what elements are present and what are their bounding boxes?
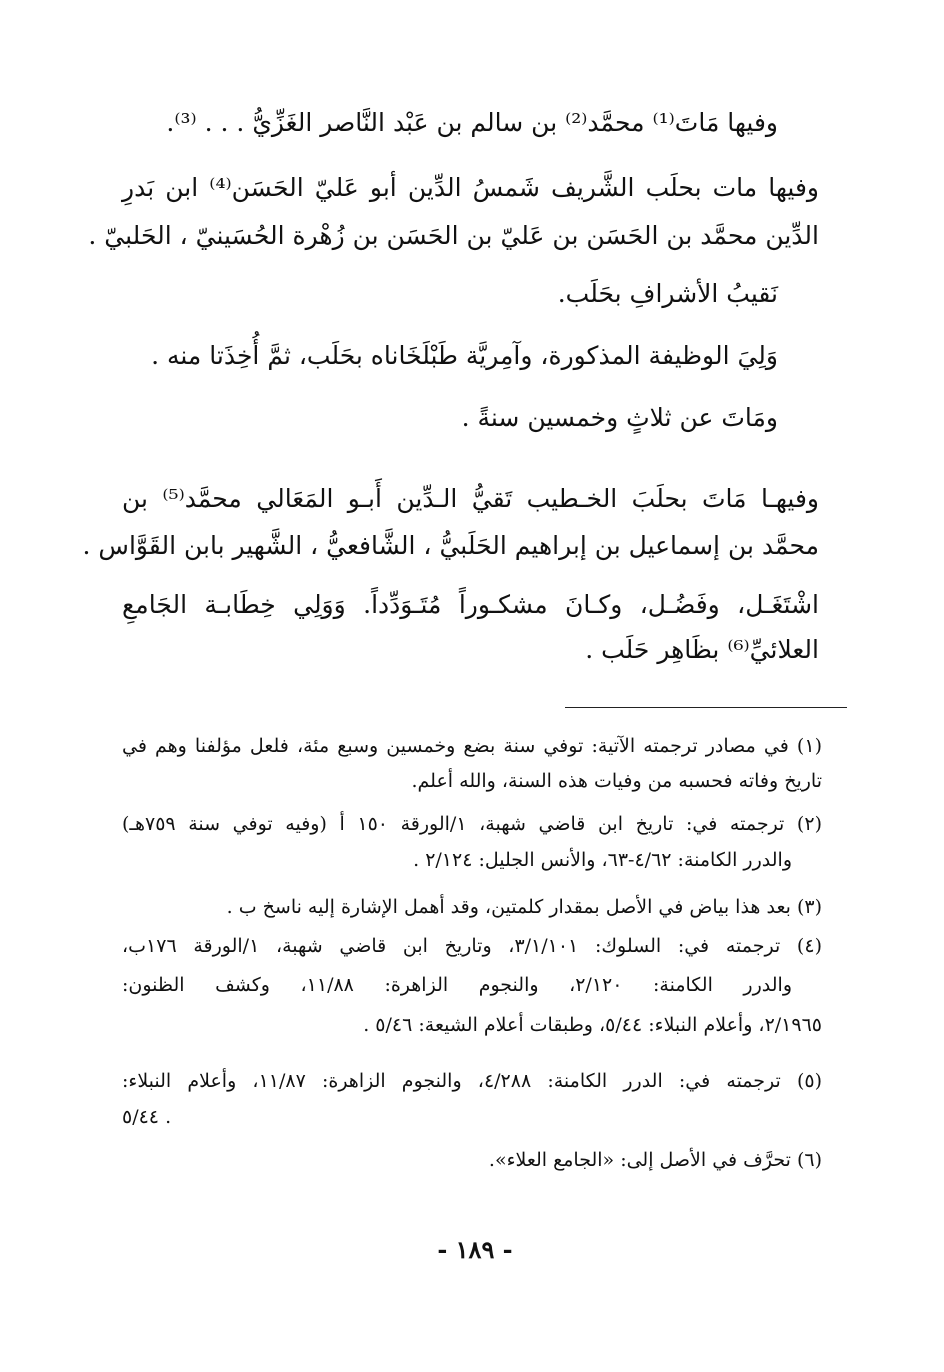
body-line: نَقيبُ الأشرافِ بحَلَب.: [557, 279, 778, 308]
footnote-line: والدرر الكامنة: ٢/١٢٠، والنجوم الزاهرة: ١١/٨٨، وكشف الظنون:: [122, 974, 792, 996]
footnote-line: ٢/١٩٦٥، وأعلام النبلاء: ٥/٤٤، وطبقات أعلام الشيعة: ٥/٤٦ .: [363, 1014, 822, 1036]
body-line: العلائيِّ⁽⁶⁾ بظَاهِر حَلَب .: [585, 635, 819, 664]
body-line: الدِّين محمَّد بن الحَسَن بن عَليّ بن الحَسَن بن زُهْرة الحُسَينيّ ، الحَلبيّ .: [88, 221, 819, 250]
body-line: وفيها مَاتَ⁽¹⁾ محمَّد⁽²⁾ بن سالم بن عَبْد النَّاصر الغَزِّيُّ . . . ⁽³⁾.: [166, 108, 778, 137]
body-line: اشْتَغَـل، وفَضُـل، وكـانَ مشكـوراً مُتَـوَدِّداً. وَوَلِي خِطَابـة الجَامعِ: [122, 590, 819, 619]
footnote-line: (٢) ترجمته في: تاريخ ابن قاضي شهبة، ١/الورقة ١٥٠ أ (وفيه توفي سنة ٧٥٩هـ): [122, 813, 822, 835]
body-line: وَلِيَ الوظيفة المذكورة، وآمِريَّة طَبْلَخَاناه بحَلَب، ثمَّ أُخِذَتا منه .: [151, 341, 778, 370]
body-line: محمَّد بن إسماعيل بن إبراهيم الحَلَبيُّ ، الشَّافعيُّ ، الشَّهير بابن القَوَّاس .: [82, 531, 819, 560]
footnote-line: ٥/٤٤ .: [122, 1106, 172, 1128]
body-line: وفيها مات بحلَب الشَّريف شَمسُ الدِّين أبو عَليّ الحَسَن⁽⁴⁾ ابن بَدرِ: [122, 173, 819, 202]
footnote-separator: [565, 707, 847, 708]
page-number: - ١٨٩ -: [437, 1235, 513, 1264]
footnote-line: (١) في مصادر ترجمته الآتية: توفي سنة بضع وخمسين وسبع مئة، فلعل مؤلفنا وهم في: [122, 735, 822, 757]
footnote-line: (٣) بعد هذا بياض في الأصل بمقدار كلمتين، وقد أهمل الإشارة إليه ناسخ ب .: [226, 896, 822, 918]
body-line: وفيهـا مَاتَ بحلَبَ الخـطيب تَقيُّ الـدِّين أَبـو المَعَالي محمَّد⁽⁵⁾ بن: [122, 484, 819, 513]
footnote-line: (٥) ترجمته في: الدرر الكامنة: ٤/٢٨٨، والنجوم الزاهرة: ١١/٨٧، وأعلام النبلاء:: [122, 1070, 823, 1092]
footnote-line: والدرر الكامنة: ٤/٦٢-٦٣، والأنس الجليل: ٢/١٢٤ .: [413, 849, 792, 871]
footnote-line: تاريخ وفاته فحسبه من وفيات هذه السنة، والله أعلم.: [411, 770, 822, 792]
footnote-line: (٤) ترجمته في: السلوك: ٣/١/١٠١، وتاريخ ابن قاضي شهبة، ١/الورقة ١٧٦ب،: [122, 935, 822, 957]
body-line: ومَاتَ عن ثلاثٍ وخمسين سنةً .: [461, 403, 778, 432]
footnote-line: (٦) تحرَّف في الأصل إلى: «الجامع العلاء».: [488, 1149, 822, 1171]
